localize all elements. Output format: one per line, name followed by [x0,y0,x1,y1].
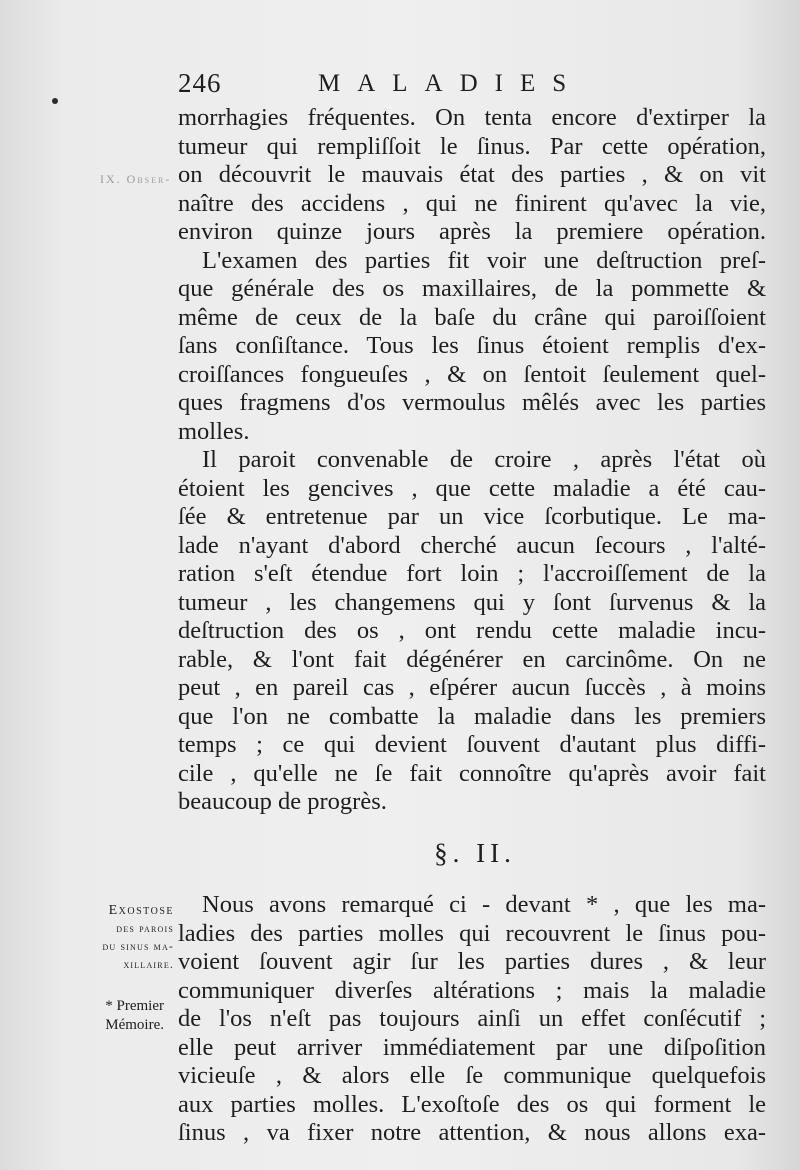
text-line: aux parties molles. L'exoſtoſe des os qui forment le [178,1090,766,1118]
text-line: temps ; ce qui devient ſouvent d'autant plus diffi- [178,731,766,758]
text-line: tumeur , les changemens qui y ſont ſurvenus & la [178,588,766,616]
section-heading: §. II. [434,838,516,868]
text-line: Il paroit convenable de croire , après l'état où [202,446,766,473]
text-line: lade n'ayant d'abord cherché aucun ſecours , l'alté- [178,531,766,559]
text-line: étoient les gencives , que cette maladie a été cau- [178,474,766,502]
text-line: voient ſouvent agir ſur les parties dures , & leur [178,948,766,975]
page-number: 246 [178,68,222,98]
text-line: que l'on ne combatte la maladie dans les premiers [178,702,766,730]
margin-footnote-reference [60,997,164,1035]
text-line: on découvrit le mauvais état des parties , & on vit [178,161,766,188]
text-line: environ quinze jours après la premiere opération. [178,218,766,245]
bleed-through-margin-text: IX. Obser- [100,172,172,186]
text-line: de l'os n'eſt pas toujours ainſi un effet conſécutif ; [178,1005,766,1032]
margin-ref-line: * Premier [105,998,164,1014]
text-line: ques fragmens d'os vermoulus mêlés avec les parties [178,389,766,416]
text-line: naître des accidens , qui ne finirent qu'avec la vie, [178,189,766,217]
text-line: rable, & l'ont fait dégénérer en carcinôme. On ne [178,645,766,673]
text-line: vicieuſe , & alors elle ſe communique quelquefois [178,1062,766,1089]
paragraph-diagnosis [178,446,766,817]
margin-note-line: du sinus ma- [102,941,174,953]
text-line: ration s'eſt étendue fort loin ; l'accroiſſement de la [178,560,766,587]
text-line: communiquer diverſes altérations ; mais la maladie [178,976,766,1004]
running-title: MALADIES [318,70,584,97]
text-line: même de ceux de la baſe du crâne qui paroiſſoient [178,303,766,331]
margin-note-line: des parois [116,923,174,935]
text-line: Nous avons remarqué ci - devant * , que les ma- [202,891,766,918]
margin-dot [52,98,58,104]
paragraph-continued [178,104,766,446]
margin-note-line: Exostose [108,903,174,918]
text-line: deſtruction des os , ont rendu cette maladie incu- [178,617,766,644]
text-line: ſans conſiſtance. Tous les ſinus étoient remplis d'ex- [178,332,766,359]
margin-note-line: xillaire. [123,959,174,971]
text-line: peut , en pareil cas , eſpérer aucun ſuccès , à moins [178,674,766,701]
text-line: elle peut arriver immédiatement par une diſpoſition [178,1033,766,1061]
text-line: morrhagies fréquentes. On tenta encore d'extirper la [178,104,766,131]
margin-note-exostosis [64,902,174,974]
text-line: que générale des os maxillaires, de la pommette & [178,275,766,302]
text-line: ladies des parties molles qui recouvrent le ſinus pou- [178,919,766,947]
text-line: molles. [178,417,250,445]
paragraph-section-two [178,891,766,1148]
margin-ref-line: Mémoire. [105,1017,164,1033]
text-line: beaucoup de progrès. [178,788,387,815]
text-line: ſinus , va fixer notre attention, & nous allons exa- [178,1119,766,1146]
text-line: L'examen des parties fit voir une deſtruction preſ- [202,246,766,274]
text-line: croiſſances fongueuſes , & on ſentoit ſeulement quel- [178,360,766,388]
text-line: tumeur qui rempliſſoit le ſinus. Par cette opération, [178,132,766,160]
text-line: cile , qu'elle ne ſe fait connoître qu'après avoir fait [178,759,766,787]
text-line: ſée & entretenue par un vice ſcorbutique. Le ma- [178,503,766,530]
